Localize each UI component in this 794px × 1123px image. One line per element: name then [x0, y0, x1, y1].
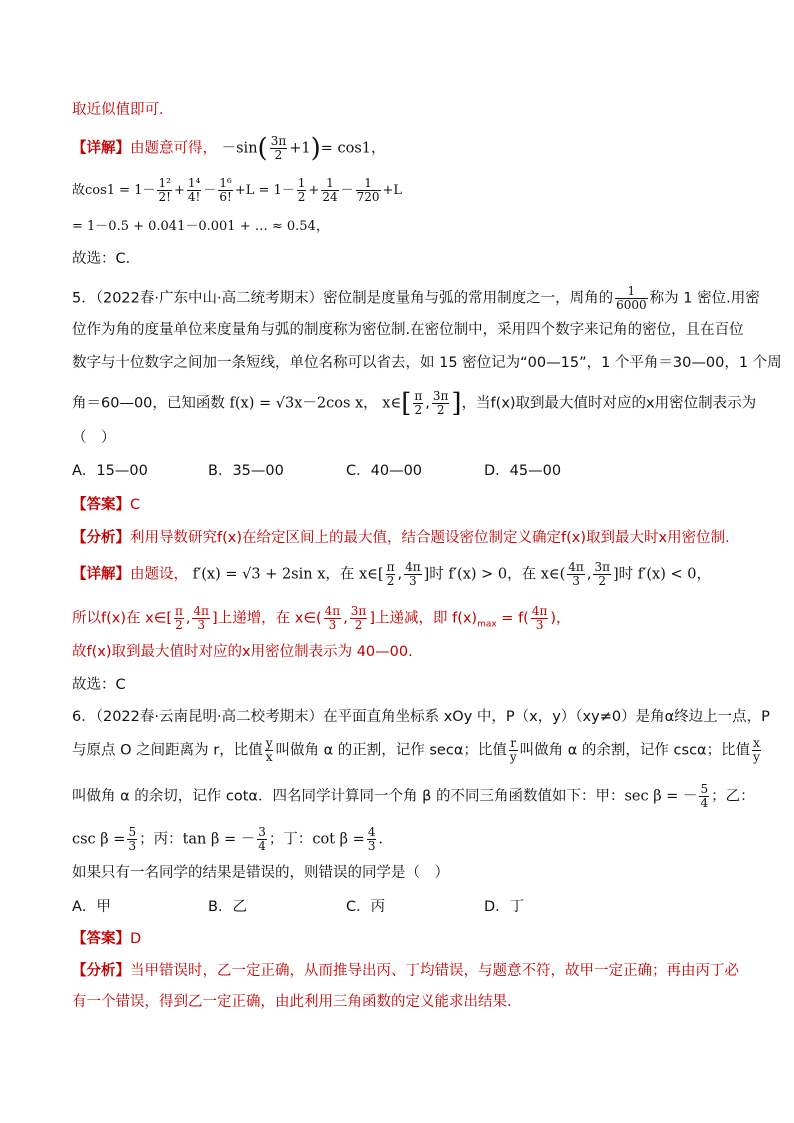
answer-value: D	[130, 931, 142, 947]
choose-line	[72, 248, 140, 270]
option-a: A．15—00	[72, 463, 148, 479]
option-c: C．丙	[346, 899, 386, 915]
answer-tag: 【答案】	[72, 497, 130, 513]
q5-detail-line-3	[72, 641, 413, 663]
detail-text: )，	[550, 610, 571, 627]
question-text: 叫做角 α 的余割，记作 cscα；比值	[519, 742, 751, 759]
question-text: ；丁：	[268, 831, 313, 848]
math-expr: +1	[289, 140, 311, 157]
detail-text: 由题意可得，	[130, 140, 217, 157]
math-expr: f(x) = √3x－2cos x，	[229, 395, 378, 412]
fraction: $\frac{x}{y}$	[753, 736, 760, 764]
math-expr: －sin	[221, 140, 258, 157]
option-b: B．35—00	[208, 463, 284, 479]
fraction: $\frac{5}{3}$	[128, 825, 137, 853]
question-text: ；乙：	[711, 788, 755, 805]
fraction: $\frac{\pi}{2}$	[174, 604, 183, 632]
question-text: ；丙：	[139, 831, 183, 848]
answer-value: C	[130, 497, 141, 513]
math-expr: +L	[382, 183, 403, 198]
answer-tag: 【答案】	[72, 931, 130, 947]
fraction: $\frac{4\pi}{3}$	[193, 604, 210, 632]
q6-answer-line	[72, 928, 141, 950]
q5-line-3	[72, 352, 782, 374]
q5-choose-line	[72, 674, 126, 696]
fraction: $\frac{3}{4}$	[258, 825, 266, 853]
subscript: max	[477, 619, 497, 630]
question-text: 数字与十位数字之间加一条短线，单位名称可以省去，如 15 密位记为“00—15”，1 个平角＝30—00，1 个周	[72, 355, 782, 371]
fraction: $\frac{4}{3}$	[367, 825, 376, 853]
q6-analysis-line-2	[72, 991, 522, 1013]
question-text: 位作为角的度量单位来度量角与弧的制度称为密位制.在密位制中，采用四个数字来记角的密位，且在百位	[72, 322, 744, 338]
fraction: $\frac{3\pi}{2}$	[350, 604, 367, 632]
detail-text: = f(	[496, 610, 529, 627]
fraction: $\frac{\pi}{2}$	[414, 389, 423, 417]
math-expr: csc β =	[72, 831, 126, 848]
fraction: $\frac{r}{y}$	[509, 736, 517, 764]
math-expr: x∈	[382, 395, 402, 412]
q6-analysis-line-1	[72, 960, 739, 982]
question-text: 5．（2022春·广东中山·高二统考期末）密位制是度量角与弧的常用制度之一，周角的	[72, 290, 614, 307]
math-expr: = cos1，	[320, 140, 386, 157]
fraction: $\frac{1}{2}$	[297, 176, 306, 204]
q5-detail-line-1: 【详解】由题设， f′(x) = √3 + 2sin x，在 x∈[ $\frac{\pi}{2}$ , $\frac{4\pi}{3}$ ]时 f′(x) > 0，在 x∈( $\frac{4\pi}{3}$ , $\frac{3\pi}{2}$ ]时 f′(x) < 0，	[72, 560, 711, 588]
question-text: 称为 1 密位.用密	[649, 290, 760, 307]
question-text: ，当f(x)取到最大值时对应的x用密位制表示为	[461, 395, 757, 412]
detail-tag: 【详解】	[72, 140, 130, 157]
q5-line-4: 角＝60—00，已知函数 f(x) = √3x－2cos x， x∈[ $\frac{\pi}{2}$ , $\frac{3\pi}{2}$ ]，当f(x)取到最大值时对应的x用密位制表示为	[72, 388, 757, 419]
choose-text: 故选：C	[72, 677, 126, 693]
fraction: $\frac{1}{24}$	[322, 176, 338, 204]
fraction: $\frac{3\pi}{2}$	[270, 134, 287, 162]
detail-text: 所以f(x)在 x∈[	[72, 610, 172, 627]
math-expr: cot β =	[312, 831, 365, 848]
fraction: $\frac{1}{720}$	[356, 176, 380, 204]
q5-paren-line	[72, 427, 116, 449]
option-b: B．乙	[208, 899, 247, 915]
math-expr: tan β = －	[182, 831, 256, 848]
q6-line-4	[72, 826, 393, 853]
question-text: 叫做角 α 的余切，记作 cotα．四名同学计算同一个角 β 的不同三角函数值如下：甲：	[72, 788, 625, 805]
option-d: D．丁	[484, 899, 525, 915]
detail-text: ]上递增，在 x∈(	[212, 610, 322, 627]
detail-tag: 【详解】	[72, 566, 130, 583]
math-expr: = 1－0.5 + 0.041－0.001 + … ≈ 0.54，	[72, 219, 329, 234]
paren: (	[257, 133, 268, 164]
series-line: 故cos1 = 1－ $\frac{\text{1²}}{2!}$ + $\frac{\text{1⁴}}{4!}$ － $\frac{\text{1⁶}}{6!}$ +L = 1－ $\frac{1}{2}$ + $\frac{1}{24}$ － $\frac{1}{720}$ +L	[72, 176, 403, 204]
option-c: C．40—00	[346, 463, 423, 479]
fraction: $\frac{4\pi}{3}$	[568, 560, 584, 588]
math-expr: 故cos1 = 1－	[72, 183, 156, 198]
q5-line-2	[72, 319, 744, 341]
math-expr: ]时 f′(x) > 0，在 x∈(	[423, 566, 566, 583]
question-text: ．	[378, 831, 393, 848]
math-expr: f′(x) = √3 + 2sin x，在 x∈[	[192, 566, 384, 583]
math-expr: +L = 1－	[234, 183, 295, 198]
fraction: $\frac{3\pi}{2}$	[432, 389, 449, 417]
fraction: $\frac{4\pi}{3}$	[324, 604, 341, 632]
detail-text: ]上递减，即 f(x)	[369, 610, 478, 627]
question-text: 如果只有一名同学的结果是错误的，则错误的同学是（ ）	[72, 865, 449, 881]
fraction: $\frac{y}{x}$	[265, 736, 273, 764]
option-a: A．甲	[72, 899, 111, 915]
fraction: $\frac{\text{1²}}{2!}$	[158, 176, 171, 204]
detail-text: 故f(x)取到最大值时对应的x用密位制表示为 40—00.	[72, 644, 413, 660]
fraction: $\frac{3\pi}{2}$	[594, 560, 610, 588]
analysis-text: 有一个错误，得到乙一定正确，由此利用三角函数的定义能求出结果．	[72, 994, 522, 1010]
detail-line	[72, 135, 386, 162]
fraction: $\frac{4\pi}{3}$	[405, 560, 421, 588]
q5-answer-line	[72, 494, 140, 516]
series-line-2	[72, 216, 329, 238]
fraction: $\frac{\text{1⁴}}{4!}$	[187, 176, 201, 204]
question-text: 叫做角 α 的正割，记作 secα；比值	[275, 742, 507, 759]
question-text: 与原点 O 之间距离为 r，比值	[72, 742, 263, 759]
analysis-text: 利用导数研究f(x)在给定区间上的最大值，结合题设密位制定义确定f(x)取到最大时x用密位制.	[130, 530, 730, 546]
q6-line-2	[72, 737, 763, 764]
fraction: $\frac{\pi}{2}$	[386, 560, 395, 588]
question-text: 6．（2022春·云南昆明·高二校考期末）在平面直角坐标系 xOy 中，P（x，y）（xy≠0）是角α终边上一点，P	[72, 709, 770, 725]
math-expr: ]时 f′(x) < 0，	[612, 566, 711, 583]
analysis-tag: 【分析】	[72, 530, 130, 546]
choose-text: 故选：C．	[72, 251, 141, 267]
paren: )	[310, 133, 321, 164]
q5-analysis-line	[72, 527, 730, 549]
q5-line-1	[72, 285, 760, 312]
option-d: D．45—00	[484, 463, 562, 479]
answer-blank: （ ）	[72, 430, 116, 446]
q6-line-5	[72, 862, 449, 884]
math-expr: sec β = －	[624, 788, 698, 805]
analysis-text: 当甲错误时，乙一定正确，从而推导出丙、丁均错误，与题意不符，故甲一定正确；再由丙丁必	[130, 963, 739, 979]
continuation-text: 取近似值即可．	[72, 102, 174, 118]
analysis-tag: 【分析】	[72, 963, 130, 979]
q6-line-1	[72, 706, 770, 728]
fraction: $\frac{\text{1⁶}}{6!}$	[219, 176, 232, 204]
q5-detail-line-2: 所以f(x)在 x∈[ $\frac{\pi}{2}$ , $\frac{4\pi}{3}$ ]上递增，在 x∈( $\frac{4\pi}{3}$ , $\frac{3\pi}{2}$ ]上递减，即 $f(x)_{max} = f$( $\frac{4\pi}{3}$ )，	[72, 604, 571, 632]
fraction: $\frac{4\pi}{3}$	[531, 604, 548, 632]
fraction: $\frac{1}{6000}$	[616, 284, 647, 312]
question-text: 角＝60—00，已知函数	[72, 395, 225, 412]
fraction: $\frac{5}{4}$	[700, 782, 709, 810]
text-line	[72, 99, 174, 121]
q6-line-3	[72, 783, 755, 810]
